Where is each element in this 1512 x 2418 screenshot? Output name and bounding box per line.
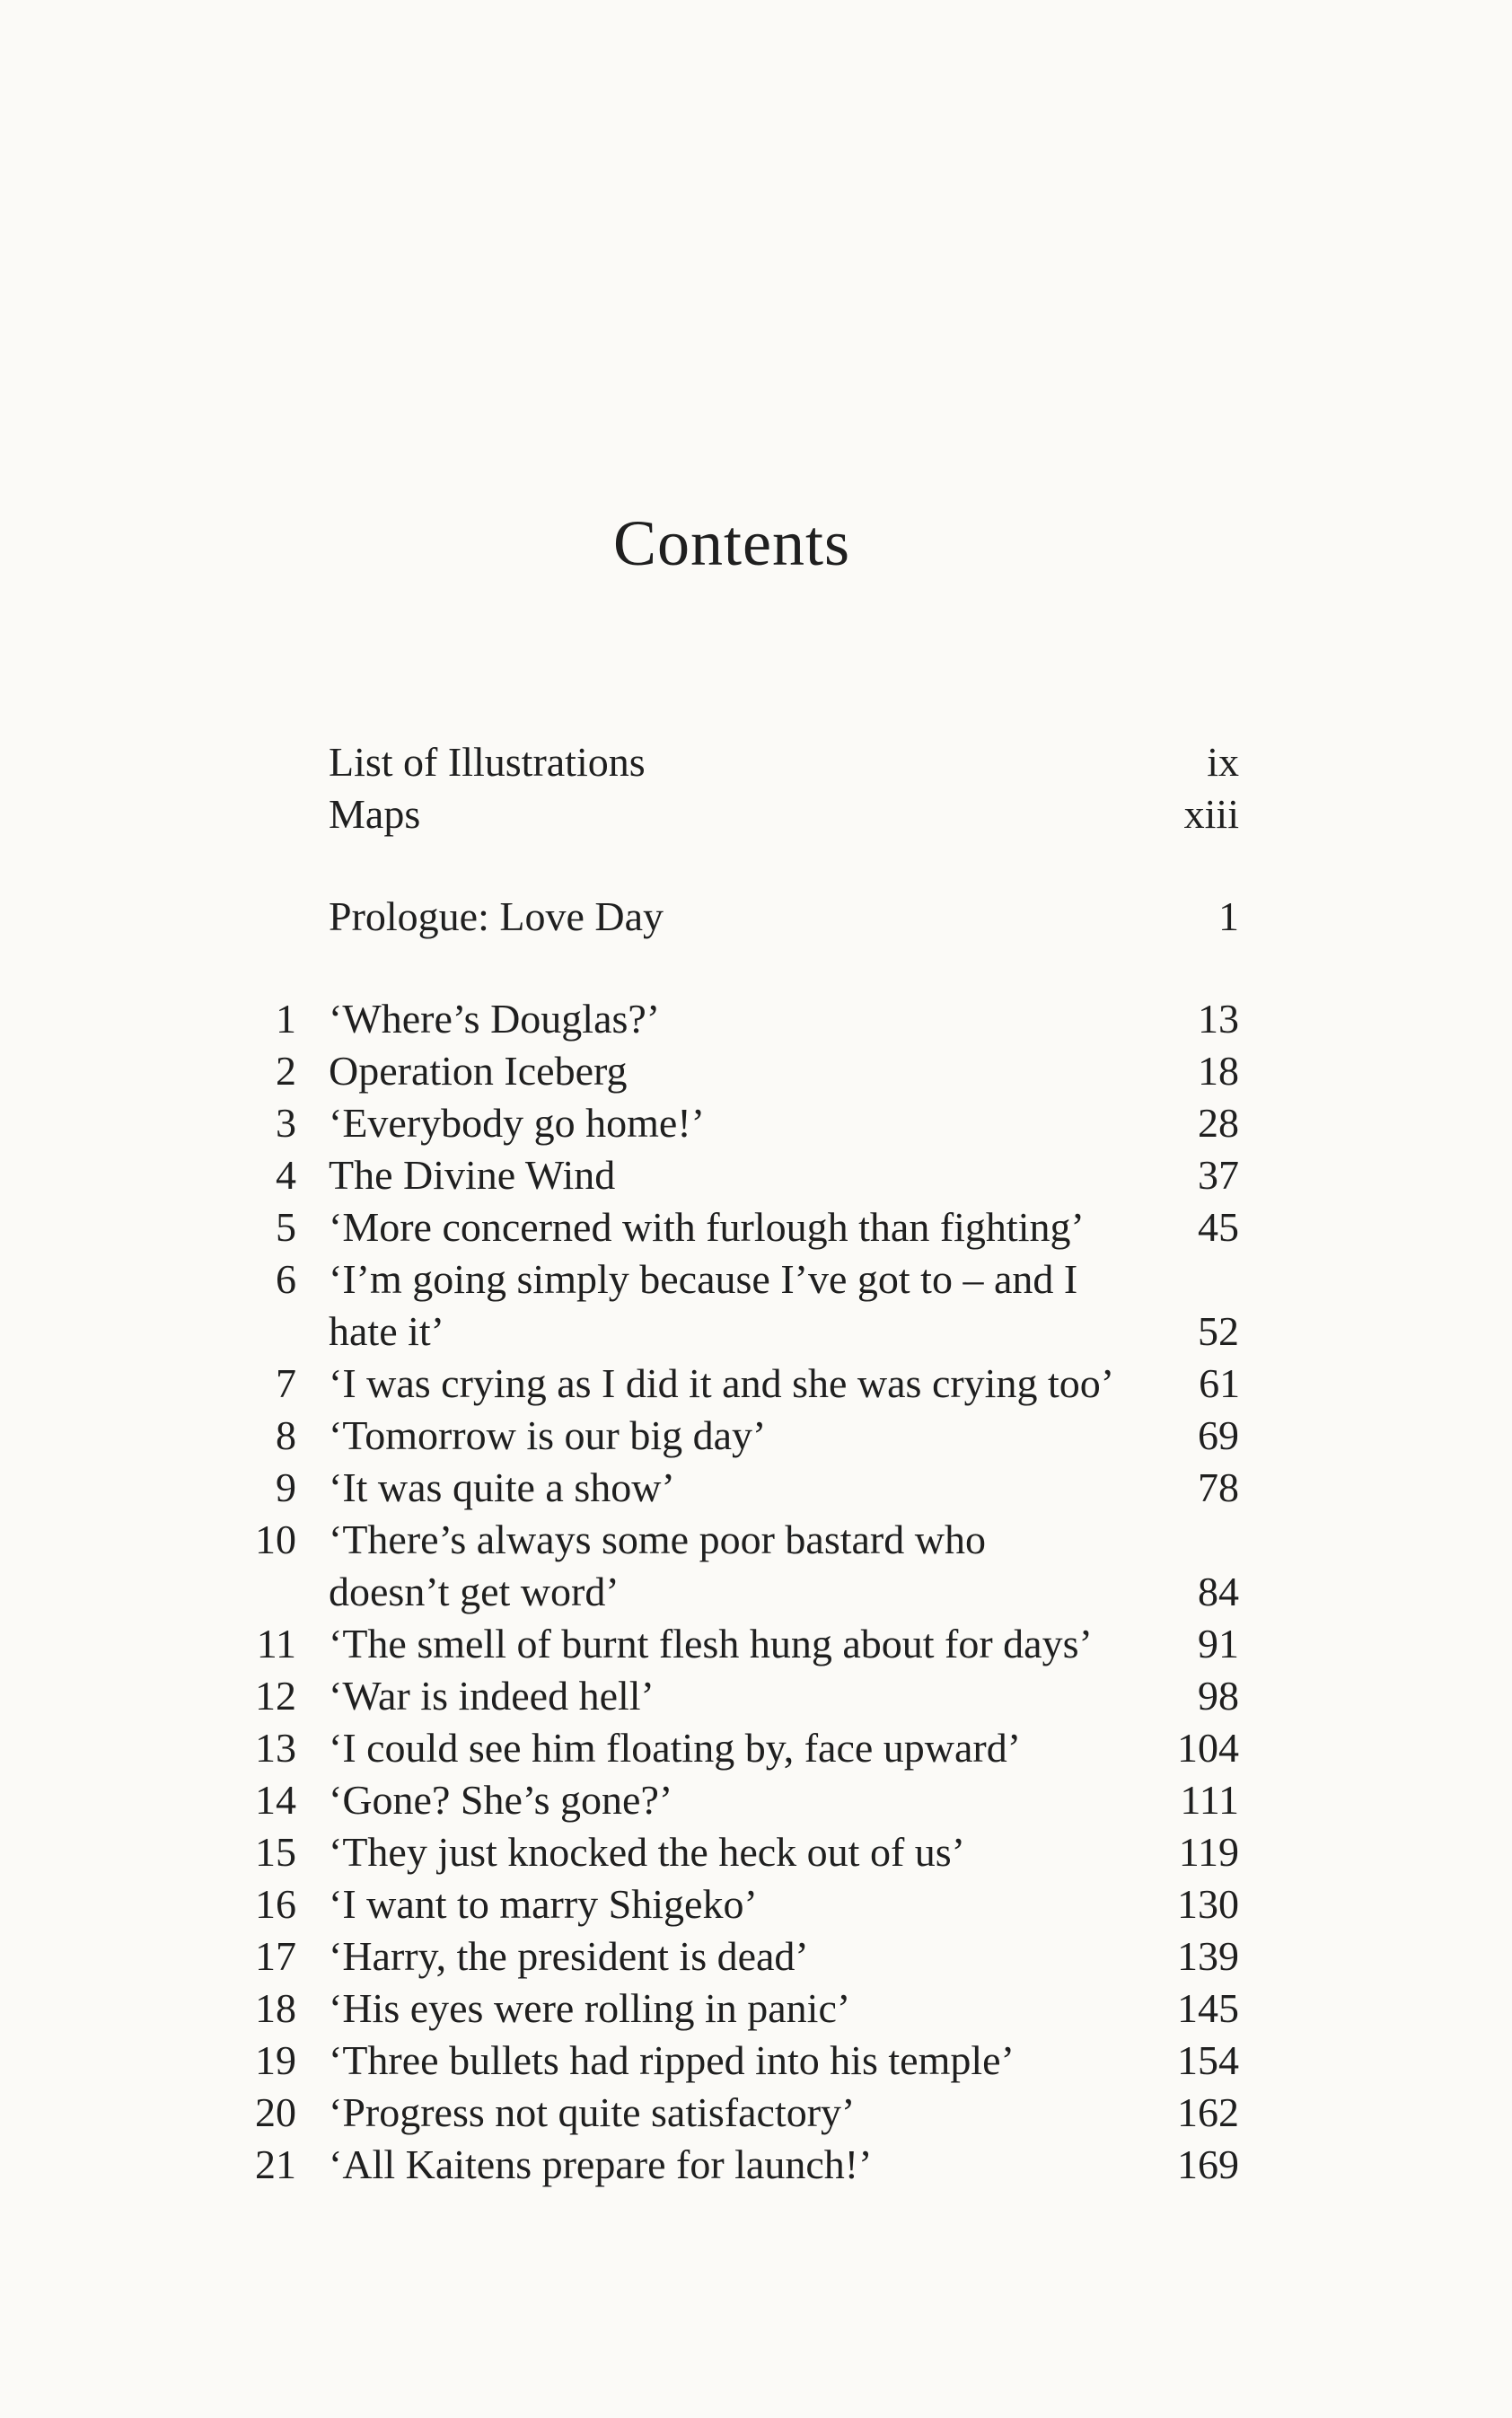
toc-entry-number: 14 xyxy=(255,1777,296,1823)
toc-entry-title: ‘It was quite a show’ xyxy=(329,1464,675,1510)
toc-entry-number: 5 xyxy=(276,1204,296,1250)
toc-entry-title: ‘Where’s Douglas?’ xyxy=(329,996,661,1042)
toc-entry-page: 111 xyxy=(1180,1777,1239,1823)
page-title: Contents xyxy=(612,507,850,579)
toc-entry-page: 37 xyxy=(1198,1152,1239,1198)
toc-entry-chapter-13[interactable] xyxy=(233,1722,1239,1774)
toc-entry-chapter-10[interactable] xyxy=(233,1514,1239,1566)
toc-entry-maps[interactable] xyxy=(233,788,1239,840)
toc-entry-title: Operation Iceberg xyxy=(329,1048,628,1094)
toc-entry-number: 17 xyxy=(255,1933,296,1979)
toc-entry-page: xiii xyxy=(1183,791,1239,837)
toc-entry-chapter-16[interactable] xyxy=(233,1878,1239,1930)
toc-entry-chapter-14[interactable] xyxy=(233,1774,1239,1826)
toc-entry-number: 2 xyxy=(276,1048,296,1094)
toc-entry-page: 78 xyxy=(1198,1464,1239,1510)
toc-entry-title: ‘I want to marry Shigeko’ xyxy=(329,1881,758,1927)
toc-entry-page: 154 xyxy=(1177,2037,1239,2083)
toc-entry-page: 98 xyxy=(1198,1673,1239,1719)
toc-entry-page: 145 xyxy=(1177,1985,1239,2031)
toc-entry-number: 9 xyxy=(276,1464,296,1510)
toc-entry-chapter-9[interactable] xyxy=(233,1462,1239,1514)
toc-entry-chapter-17[interactable] xyxy=(233,1930,1239,1983)
toc-entry-chapter-15[interactable] xyxy=(233,1826,1239,1878)
toc-entry-list-of-illustrations[interactable] xyxy=(233,736,1239,788)
toc-entry-chapter-12[interactable] xyxy=(233,1670,1239,1722)
toc-entry-title: ‘They just knocked the heck out of us’ xyxy=(329,1829,965,1875)
toc-entry-page: 45 xyxy=(1198,1204,1239,1250)
toc-entry-chapter-3[interactable] xyxy=(233,1097,1239,1149)
toc-entry-title: ‘More concerned with furlough than fighting’ xyxy=(329,1204,1085,1250)
toc-entry-chapter-11[interactable] xyxy=(233,1618,1239,1670)
toc-entry-chapter-6[interactable] xyxy=(233,1253,1239,1306)
toc-entry-chapter-20[interactable] xyxy=(233,2087,1239,2139)
toc-entry-title: ‘All Kaitens prepare for launch!’ xyxy=(329,2141,873,2187)
toc-entry-title: ‘There’s always some poor bastard who xyxy=(329,1517,986,1562)
toc-entry-title: Prologue: Love Day xyxy=(329,893,664,939)
toc-entry-title: ‘His eyes were rolling in panic’ xyxy=(329,1985,851,2031)
toc-entry-chapter-10-continued[interactable] xyxy=(233,1566,1239,1618)
toc-entry-number: 13 xyxy=(255,1725,296,1771)
toc-entry-title: ‘I could see him floating by, face upward’ xyxy=(329,1725,1022,1771)
toc-entry-chapter-6-continued[interactable] xyxy=(233,1306,1239,1358)
toc-entry-page: 91 xyxy=(1198,1621,1239,1666)
toc-entry-page: 119 xyxy=(1178,1829,1239,1875)
toc-entry-chapter-2[interactable] xyxy=(233,1045,1239,1097)
toc-entry-title: ‘Harry, the president is dead’ xyxy=(329,1933,809,1979)
toc-entry-number: 19 xyxy=(255,2037,296,2083)
toc-entry-title: ‘War is indeed hell’ xyxy=(329,1673,655,1719)
toc-entry-title: Maps xyxy=(329,791,421,837)
toc-entry-title: ‘I was crying as I did it and she was crying too’ xyxy=(329,1360,1115,1406)
toc-entry-title: ‘I’m going simply because I’ve got to – and I xyxy=(329,1256,1078,1302)
toc-entry-number: 15 xyxy=(255,1829,296,1875)
toc-entry-title: ‘Gone? She’s gone?’ xyxy=(329,1777,673,1823)
toc-entry-number: 8 xyxy=(276,1412,296,1458)
toc-entry-page: 84 xyxy=(1198,1569,1239,1614)
toc-entry-page: 130 xyxy=(1177,1881,1239,1927)
toc-entry-number: 16 xyxy=(255,1881,296,1927)
toc-entry-title: ‘Tomorrow is our big day’ xyxy=(329,1412,767,1458)
toc-entry-page: 139 xyxy=(1177,1933,1239,1979)
toc-entry-chapter-1[interactable] xyxy=(233,993,1239,1045)
toc-entry-page: ix xyxy=(1207,739,1239,785)
toc-entry-chapter-4[interactable] xyxy=(233,1149,1239,1201)
toc-entry-number: 6 xyxy=(276,1256,296,1302)
toc-entry-prologue[interactable] xyxy=(233,891,1239,943)
toc-entry-page: 61 xyxy=(1199,1360,1241,1406)
toc-entry-title-continued: doesn’t get word’ xyxy=(329,1569,620,1614)
toc-entry-title-continued: hate it’ xyxy=(329,1308,444,1354)
toc-entry-chapter-18[interactable] xyxy=(233,1983,1239,2035)
toc-entry-chapter-8[interactable] xyxy=(233,1410,1239,1462)
toc-entry-number: 4 xyxy=(276,1152,296,1198)
toc-entry-chapter-7[interactable] xyxy=(233,1358,1239,1410)
toc-entry-page: 104 xyxy=(1177,1725,1239,1771)
toc-entry-number: 20 xyxy=(255,2089,296,2135)
toc-entry-number: 3 xyxy=(276,1100,296,1146)
toc-entry-number: 1 xyxy=(276,996,296,1042)
toc-entry-page: 69 xyxy=(1198,1412,1239,1458)
toc-entry-page: 13 xyxy=(1198,996,1239,1042)
toc-entry-title: ‘The smell of burnt flesh hung about for days’ xyxy=(329,1621,1093,1666)
toc-entry-number: 7 xyxy=(276,1360,296,1406)
toc-entry-page: 28 xyxy=(1198,1100,1239,1146)
toc-entry-page: 18 xyxy=(1198,1048,1239,1094)
toc-entry-chapter-5[interactable] xyxy=(233,1201,1239,1253)
toc-entry-number: 11 xyxy=(256,1621,296,1666)
toc-entry-page: 1 xyxy=(1218,893,1239,939)
toc-entry-number: 21 xyxy=(255,2141,296,2187)
toc-entry-title: List of Illustrations xyxy=(329,739,646,785)
toc-entry-page: 162 xyxy=(1177,2089,1239,2135)
toc-entry-chapter-21[interactable] xyxy=(233,2139,1239,2191)
toc-entry-page: 169 xyxy=(1177,2141,1239,2187)
toc-entry-page: 52 xyxy=(1198,1308,1239,1354)
toc-entry-number: 18 xyxy=(255,1985,296,2031)
toc-entry-number: 10 xyxy=(255,1517,296,1562)
chapter-list xyxy=(233,993,1239,2191)
toc-entry-chapter-19[interactable] xyxy=(233,2035,1239,2087)
table-of-contents xyxy=(233,736,1239,2191)
toc-entry-title: ‘Everybody go home!’ xyxy=(329,1100,705,1146)
toc-entry-number: 12 xyxy=(255,1673,296,1719)
toc-entry-title: The Divine Wind xyxy=(329,1152,616,1198)
toc-entry-title: ‘Progress not quite satisfactory’ xyxy=(329,2089,856,2135)
toc-entry-title: ‘Three bullets had ripped into his temple’ xyxy=(329,2037,1015,2083)
